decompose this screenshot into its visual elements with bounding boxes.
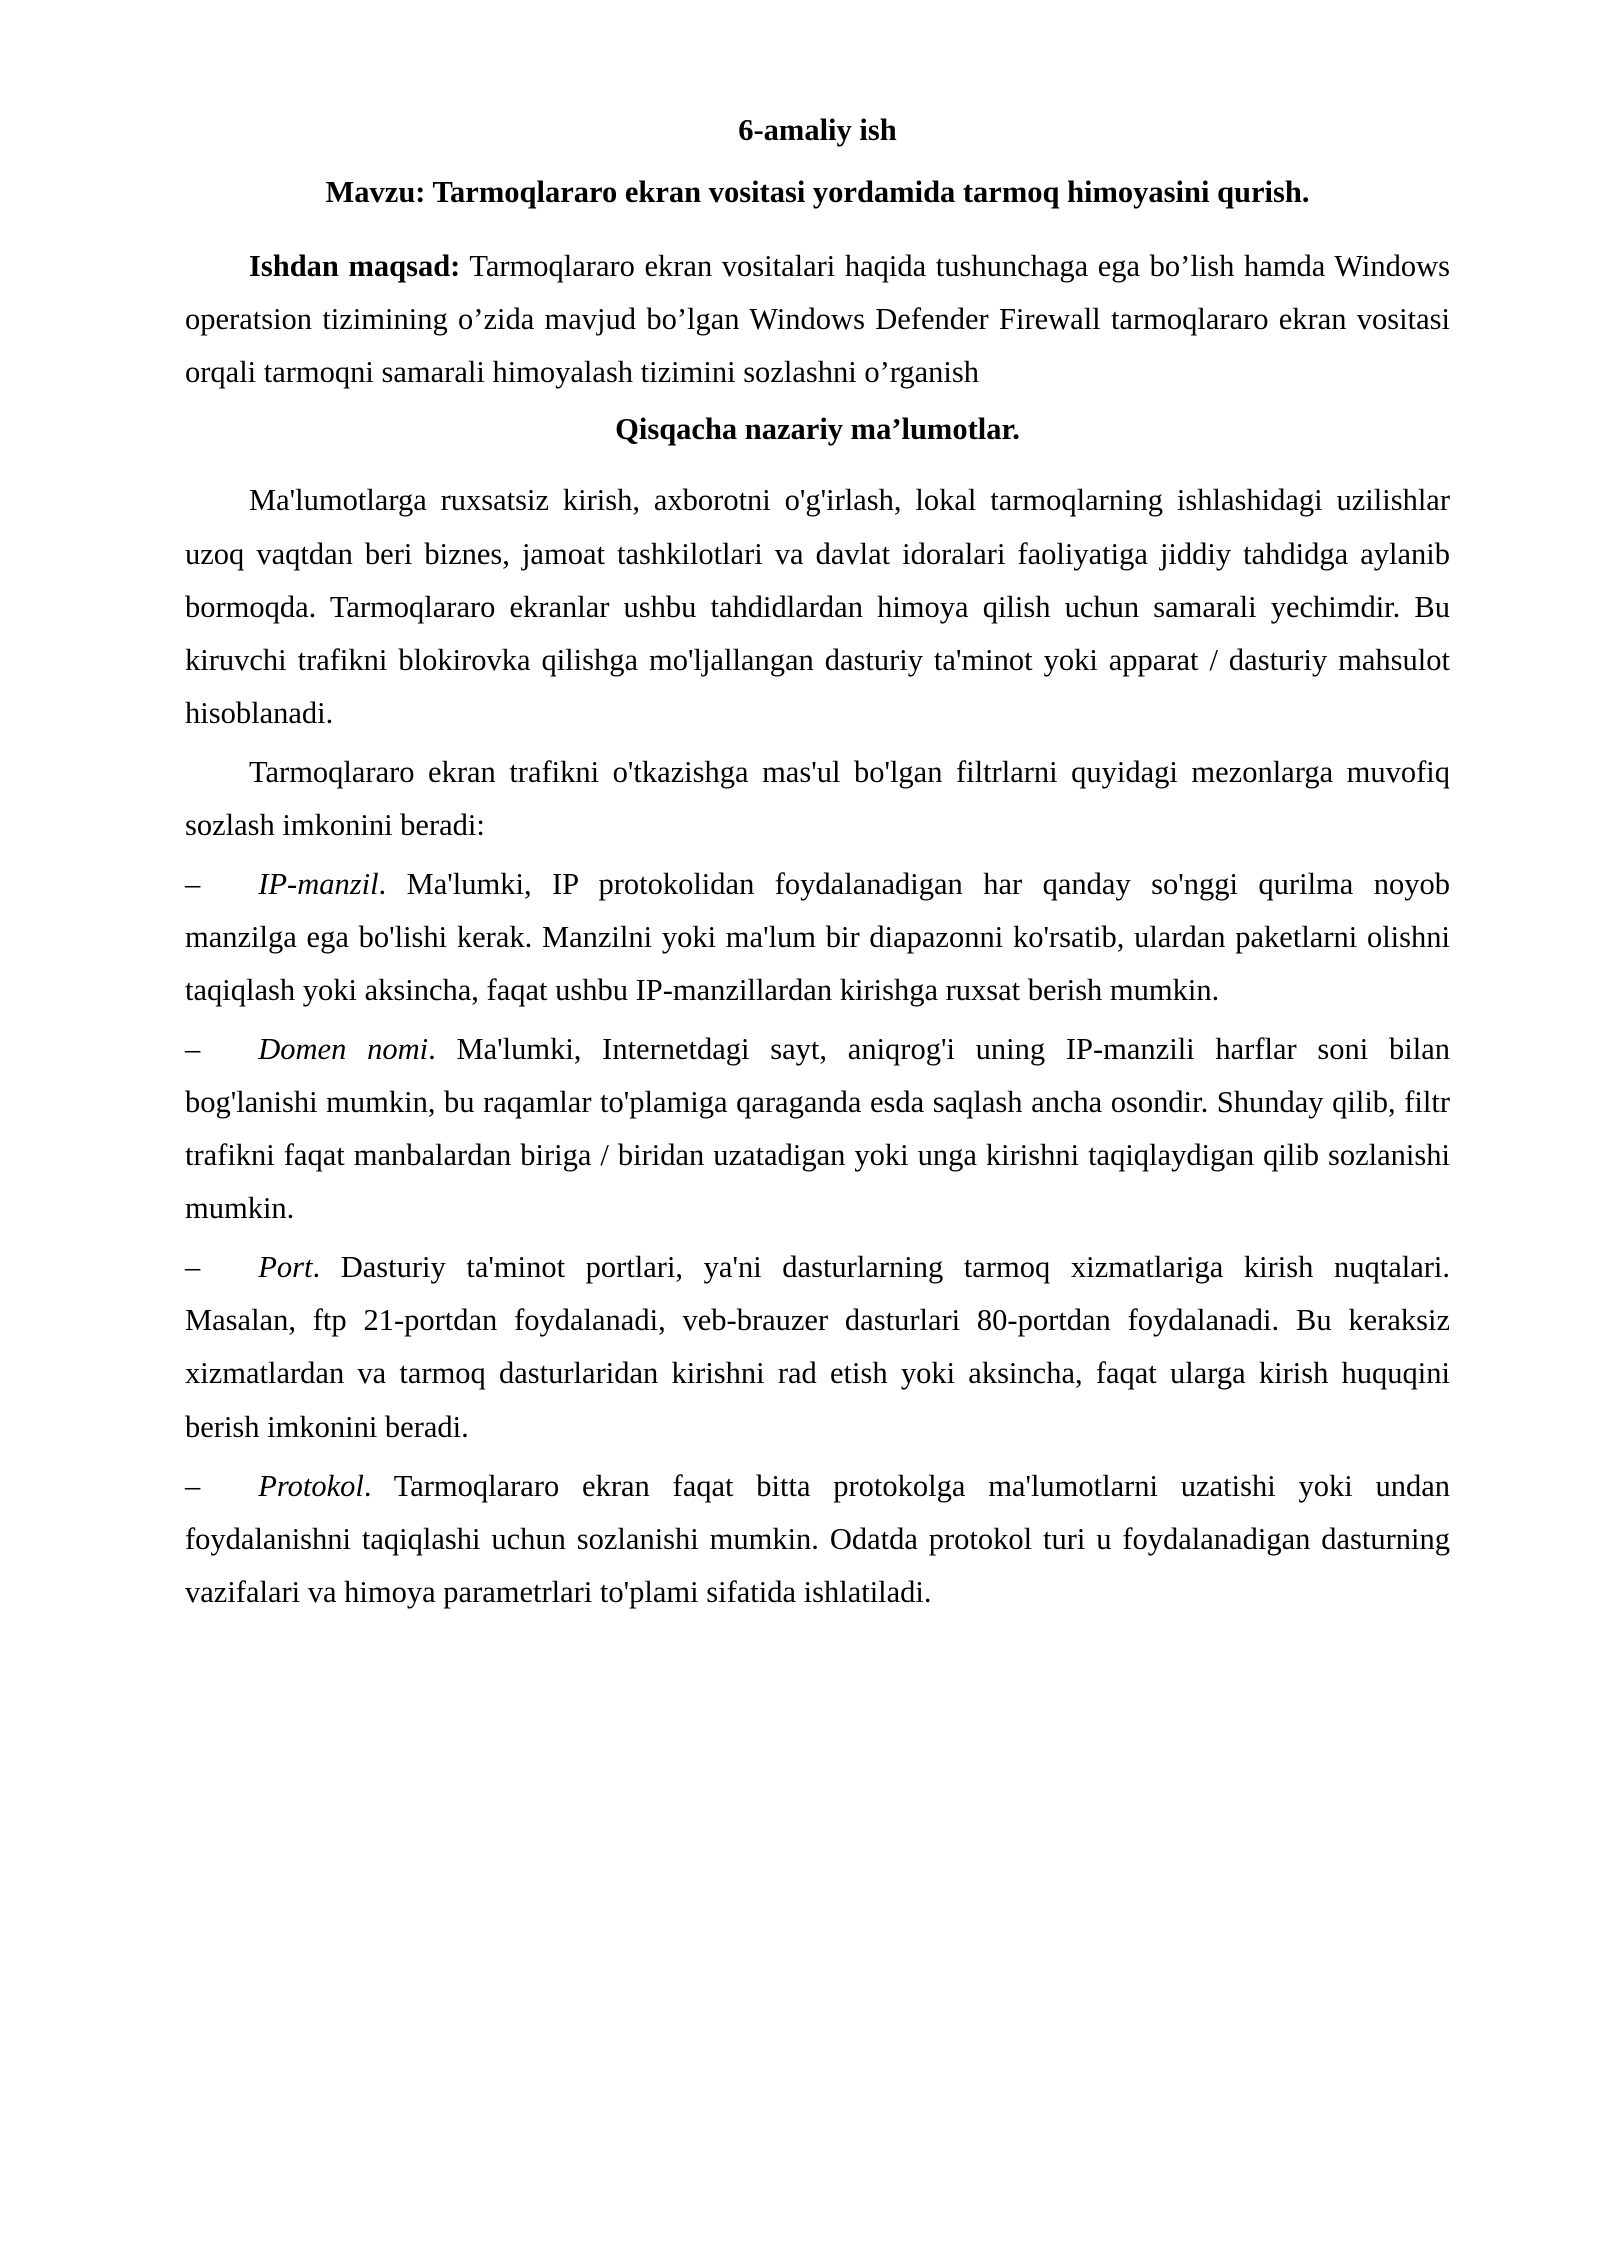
bullet-term: IP-manzil — [258, 866, 379, 901]
purpose-paragraph — [185, 240, 1450, 399]
page-title: 6-amaliy ish — [738, 113, 897, 147]
body-paragraph-2: Tarmoqlararo ekran trafikni o'tkazishga mas'ul bo'lgan filtrlarni quyidagi mezonlarga muvofiq sozlash imkonini beradi: — [185, 754, 1450, 842]
bullet-text: . Ma'lumki, Internetdagi sayt, aniqrog'i uning IP-manzili harflar soni bilan bog'lanishi mumkin, bu raqamlar to'plamiga qaraganda esda saqlash ancha osondir. Shunday qilib, filtr trafikni faqat manbalardan biriga / biridan uzatadigan yoki unga kirishni taqiqlaydigan qilib sozlanishi mumkin. — [185, 1032, 1450, 1226]
bullet-term: Protokol — [258, 1468, 364, 1503]
subject-heading: Mavzu: Tarmoqlararo ekran vositasi yordamida tarmoq himoyasini qurish. — [325, 174, 1310, 209]
bullet-text: . Tarmoqlararo ekran faqat bitta protokolga ma'lumotlarni uzatishi yoki undan foydalanishni taqiqlashi uchun sozlanishi mumkin. Odatda protokol turi u foydalanadigan dasturning vazifalari va himoya parametrlari to'plami sifatida ishlatiladi. — [185, 1468, 1450, 1609]
bullet-item-port — [185, 1241, 1450, 1453]
bullet-text: . Dasturiy ta'minot portlari, ya'ni dasturlarning tarmoq xizmatlariga kirish nuqtalari. Masalan, ftp 21-portdan foydalanadi, veb-brauzer dasturlari 80-portdan foydalanadi. Bu keraksiz xizmatlardan va tarmoq dasturlaridan kirishni rad etish yoki aksincha, faqat ularga kirish huquqini berish imkonini beradi. — [185, 1250, 1450, 1444]
theory-heading: Qisqacha nazariy ma’lumotlar. — [615, 411, 1020, 446]
bullet-item-protokol — [185, 1460, 1450, 1619]
bullet-dash: – — [185, 1468, 201, 1503]
bullet-text: . Ma'lumki, IP protokolidan foydalanadigan har qanday so'nggi qurilma noyob manzilga ega bo'lishi kerak. Manzilni yoki ma'lum bir diapazonni ko'rsatib, ulardan paketlarni olishni taqiqlash yoki aksincha, faqat ushbu IP-manzillardan kirishga ruxsat berish mumkin. — [185, 866, 1450, 1007]
purpose-label: Ishdan maqsad: — [249, 248, 461, 283]
bullet-dash: – — [185, 1032, 201, 1067]
bullet-item-domen-nomi — [185, 1023, 1450, 1235]
bullet-dash: – — [185, 866, 201, 901]
bullet-item-ip-manzil — [185, 858, 1450, 1017]
purpose-text: Tarmoqlararo ekran vositalari haqida tushunchaga ega bo’lish hamda Windows operatsion tizimining o’zida mavjud bo’lgan Windows Defender Firewall tarmoqlararo ekran vositasi orqali tarmoqni samarali himoyalash tizimini sozlashni o’rganish — [185, 248, 1450, 389]
bullet-dash: – — [185, 1250, 201, 1285]
bullet-term: Domen nomi — [258, 1032, 429, 1067]
body-paragraph-1: Ma'lumotlarga ruxsatsiz kirish, axborotni o'g'irlash, lokal tarmoqlarning ishlashidagi uzilishlar uzoq vaqtdan beri biznes, jamoat tashkilotlari va davlat idoralari faoliyatiga jiddiy tahdidga aylanib bormoqda. Tarmoqlararo ekranlar ushbu tahdidlardan himoya qilish uchun samarali yechimdir. Bu kiruvchi trafikni blokirovka qilishga mo'ljallangan dasturiy ta'minot yoki apparat / dasturiy mahsulot hisoblanadi. — [185, 483, 1450, 730]
document-body — [185, 108, 1450, 1619]
bullet-term: Port — [258, 1250, 313, 1285]
